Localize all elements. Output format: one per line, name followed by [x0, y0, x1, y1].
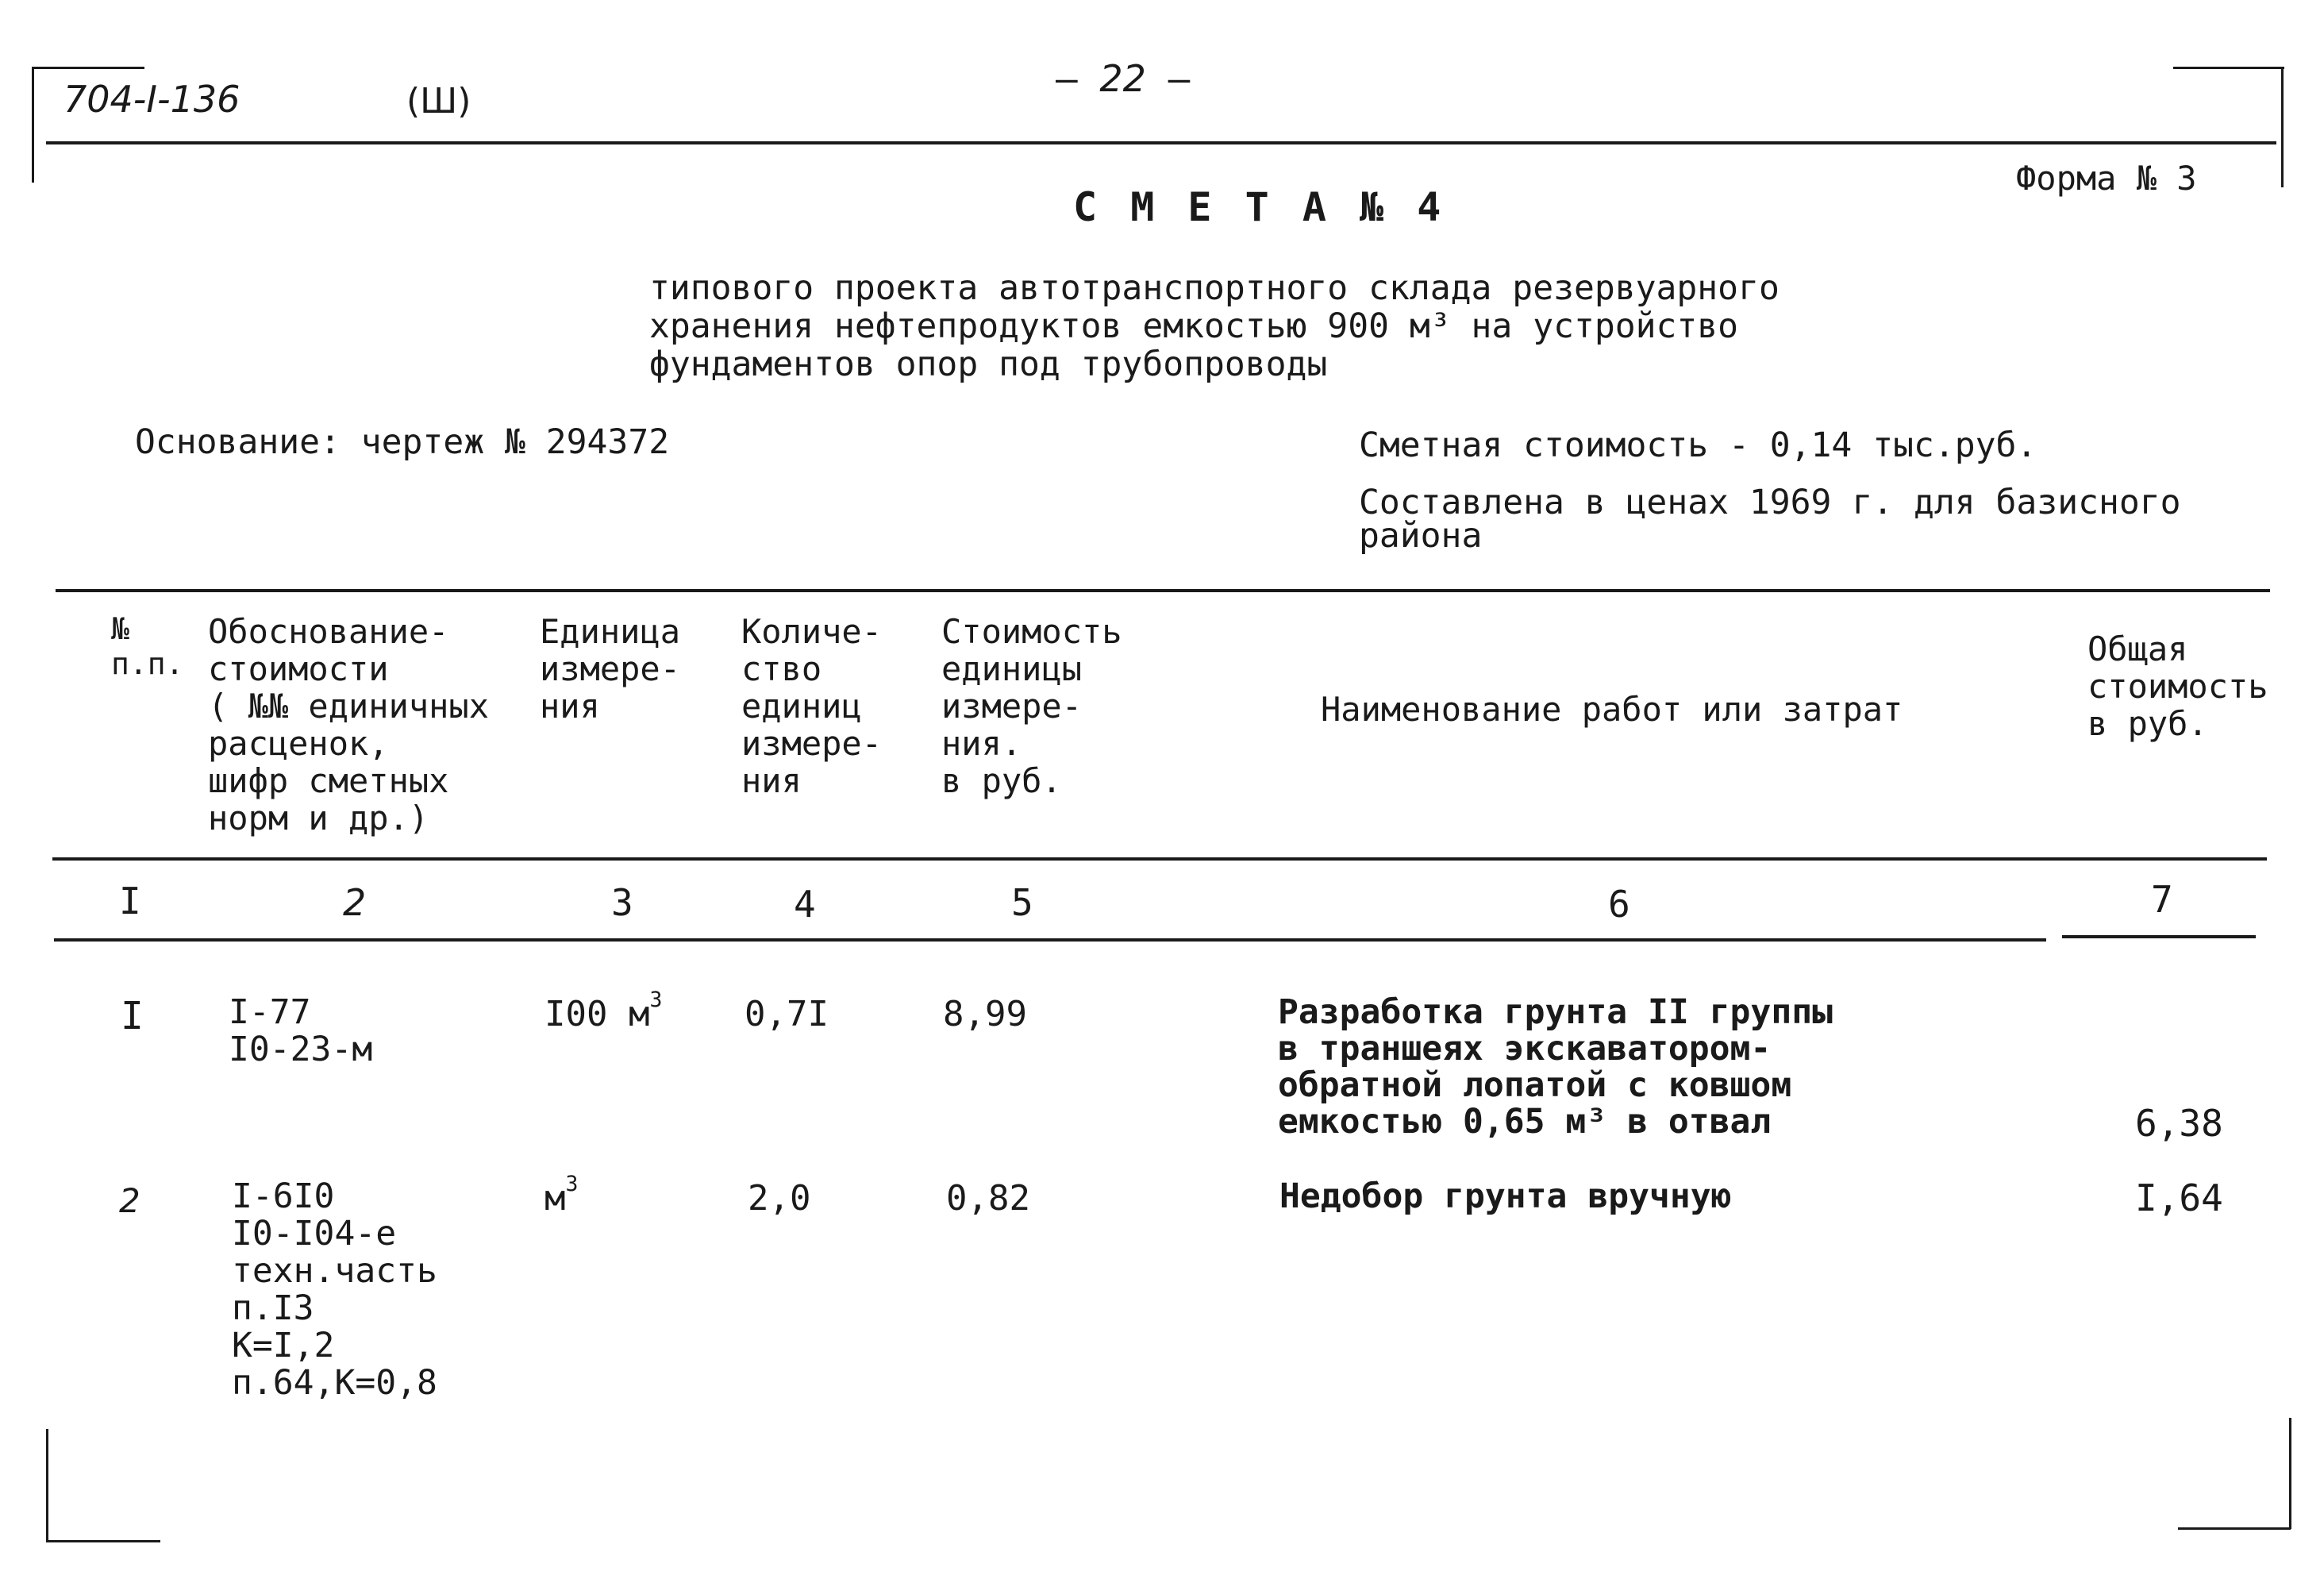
dash-right: — [1145, 57, 1191, 100]
row-work-name: Недобор грунта вручную [1279, 1176, 1732, 1216]
row-unit [544, 988, 663, 1034]
subtitle-line-3: фундаментов опор под трубопроводы [649, 345, 1328, 384]
column-number-6: 6 [1608, 883, 1630, 926]
header-col-basis: Обоснование- стоимости ( №№ единичных расценок, шифр сметных норм и др.) [208, 612, 490, 838]
frame-top-left [33, 67, 144, 69]
row-basis: I-77 I0-23-м [229, 992, 373, 1069]
doc-mark: (Ш) [406, 81, 471, 121]
header-rule [46, 141, 2276, 144]
frame-right-bottom [2289, 1418, 2291, 1529]
row-unit [544, 1172, 579, 1219]
column-number-2: 2 [343, 881, 367, 924]
page-number [1056, 57, 1190, 100]
basis-line: Основание: чертеж № 294372 [135, 422, 670, 462]
column-number-3: 3 [611, 881, 633, 924]
row-quantity: 0,7I [745, 994, 829, 1034]
row-unit-cost: 0,82 [946, 1178, 1030, 1219]
subtitle-line-1: типового проекта автотранспортного склада резервуарного [649, 268, 1780, 308]
subtitle-line-2: хранения нефтепродуктов емкостью 900 м³ на устройство [649, 306, 1739, 346]
row-basis: I-6I0 I0-I04-е техн.часть п.I3 К=I,2 п.64,К=0,8 [232, 1176, 437, 1403]
header-col-unit: Единица измере- ния [540, 612, 681, 726]
row-unit-cost: 8,99 [943, 994, 1027, 1034]
row-total: I,64 [2135, 1176, 2223, 1219]
header-col-num: № п.п. [111, 611, 184, 681]
estimate-heading: С М Е Т А № 4 [1073, 184, 1446, 230]
table-header-rule [52, 857, 2267, 861]
frame-left-bottom [46, 1429, 48, 1542]
frame-top-right [2173, 67, 2284, 69]
row-quantity: 2,0 [748, 1178, 811, 1219]
frame-right-top [2281, 68, 2284, 187]
column-number-5: 5 [1011, 881, 1033, 924]
header-col-quantity: Количе- ство единиц измере- ния [741, 612, 883, 800]
row-unit-base: I00 м [544, 994, 650, 1034]
header-col-unit-cost: Стоимость единицы измере- ния. в руб. [941, 612, 1122, 800]
header-col-work-name: Наименование работ или затрат [1321, 690, 1903, 729]
column-numbers-rule [54, 938, 2046, 942]
row-unit-sup: 3 [649, 988, 663, 1012]
frame-left-top [32, 67, 34, 183]
dash-left: — [1056, 57, 1100, 100]
table-top-rule [56, 589, 2270, 592]
frame-bottom-left [46, 1540, 160, 1542]
column-numbers-rule-right [2062, 935, 2256, 938]
column-number-1: I [119, 880, 141, 922]
page-number-value: 22 [1099, 57, 1146, 100]
row-number: I [121, 994, 144, 1038]
row-number: 2 [119, 1181, 140, 1220]
column-number-4: 4 [794, 883, 816, 926]
header-col-total: Общая стоимость в руб. [2087, 630, 2268, 743]
estimated-cost: Сметная стоимость - 0,14 тыс.руб. [1359, 426, 2037, 465]
form-label: Форма № 3 [2016, 159, 2197, 198]
prices-note-line-2: района [1359, 516, 1483, 556]
row-unit-sup: 3 [565, 1172, 579, 1196]
prices-note-line-1: Составлена в ценах 1969 г. для базисного [1359, 483, 2181, 522]
row-work-name: Разработка грунта II группы в траншеях экскаватором- обратной лопатой с ковшом емкостью 0,65 м³ в отвал [1278, 992, 1833, 1142]
row-total: 6,38 [2135, 1102, 2223, 1145]
column-number-7: 7 [2151, 878, 2173, 921]
row-unit-base: м [544, 1178, 566, 1219]
frame-bottom-right [2178, 1527, 2291, 1530]
doc-code: 704-I-136 [63, 78, 240, 121]
